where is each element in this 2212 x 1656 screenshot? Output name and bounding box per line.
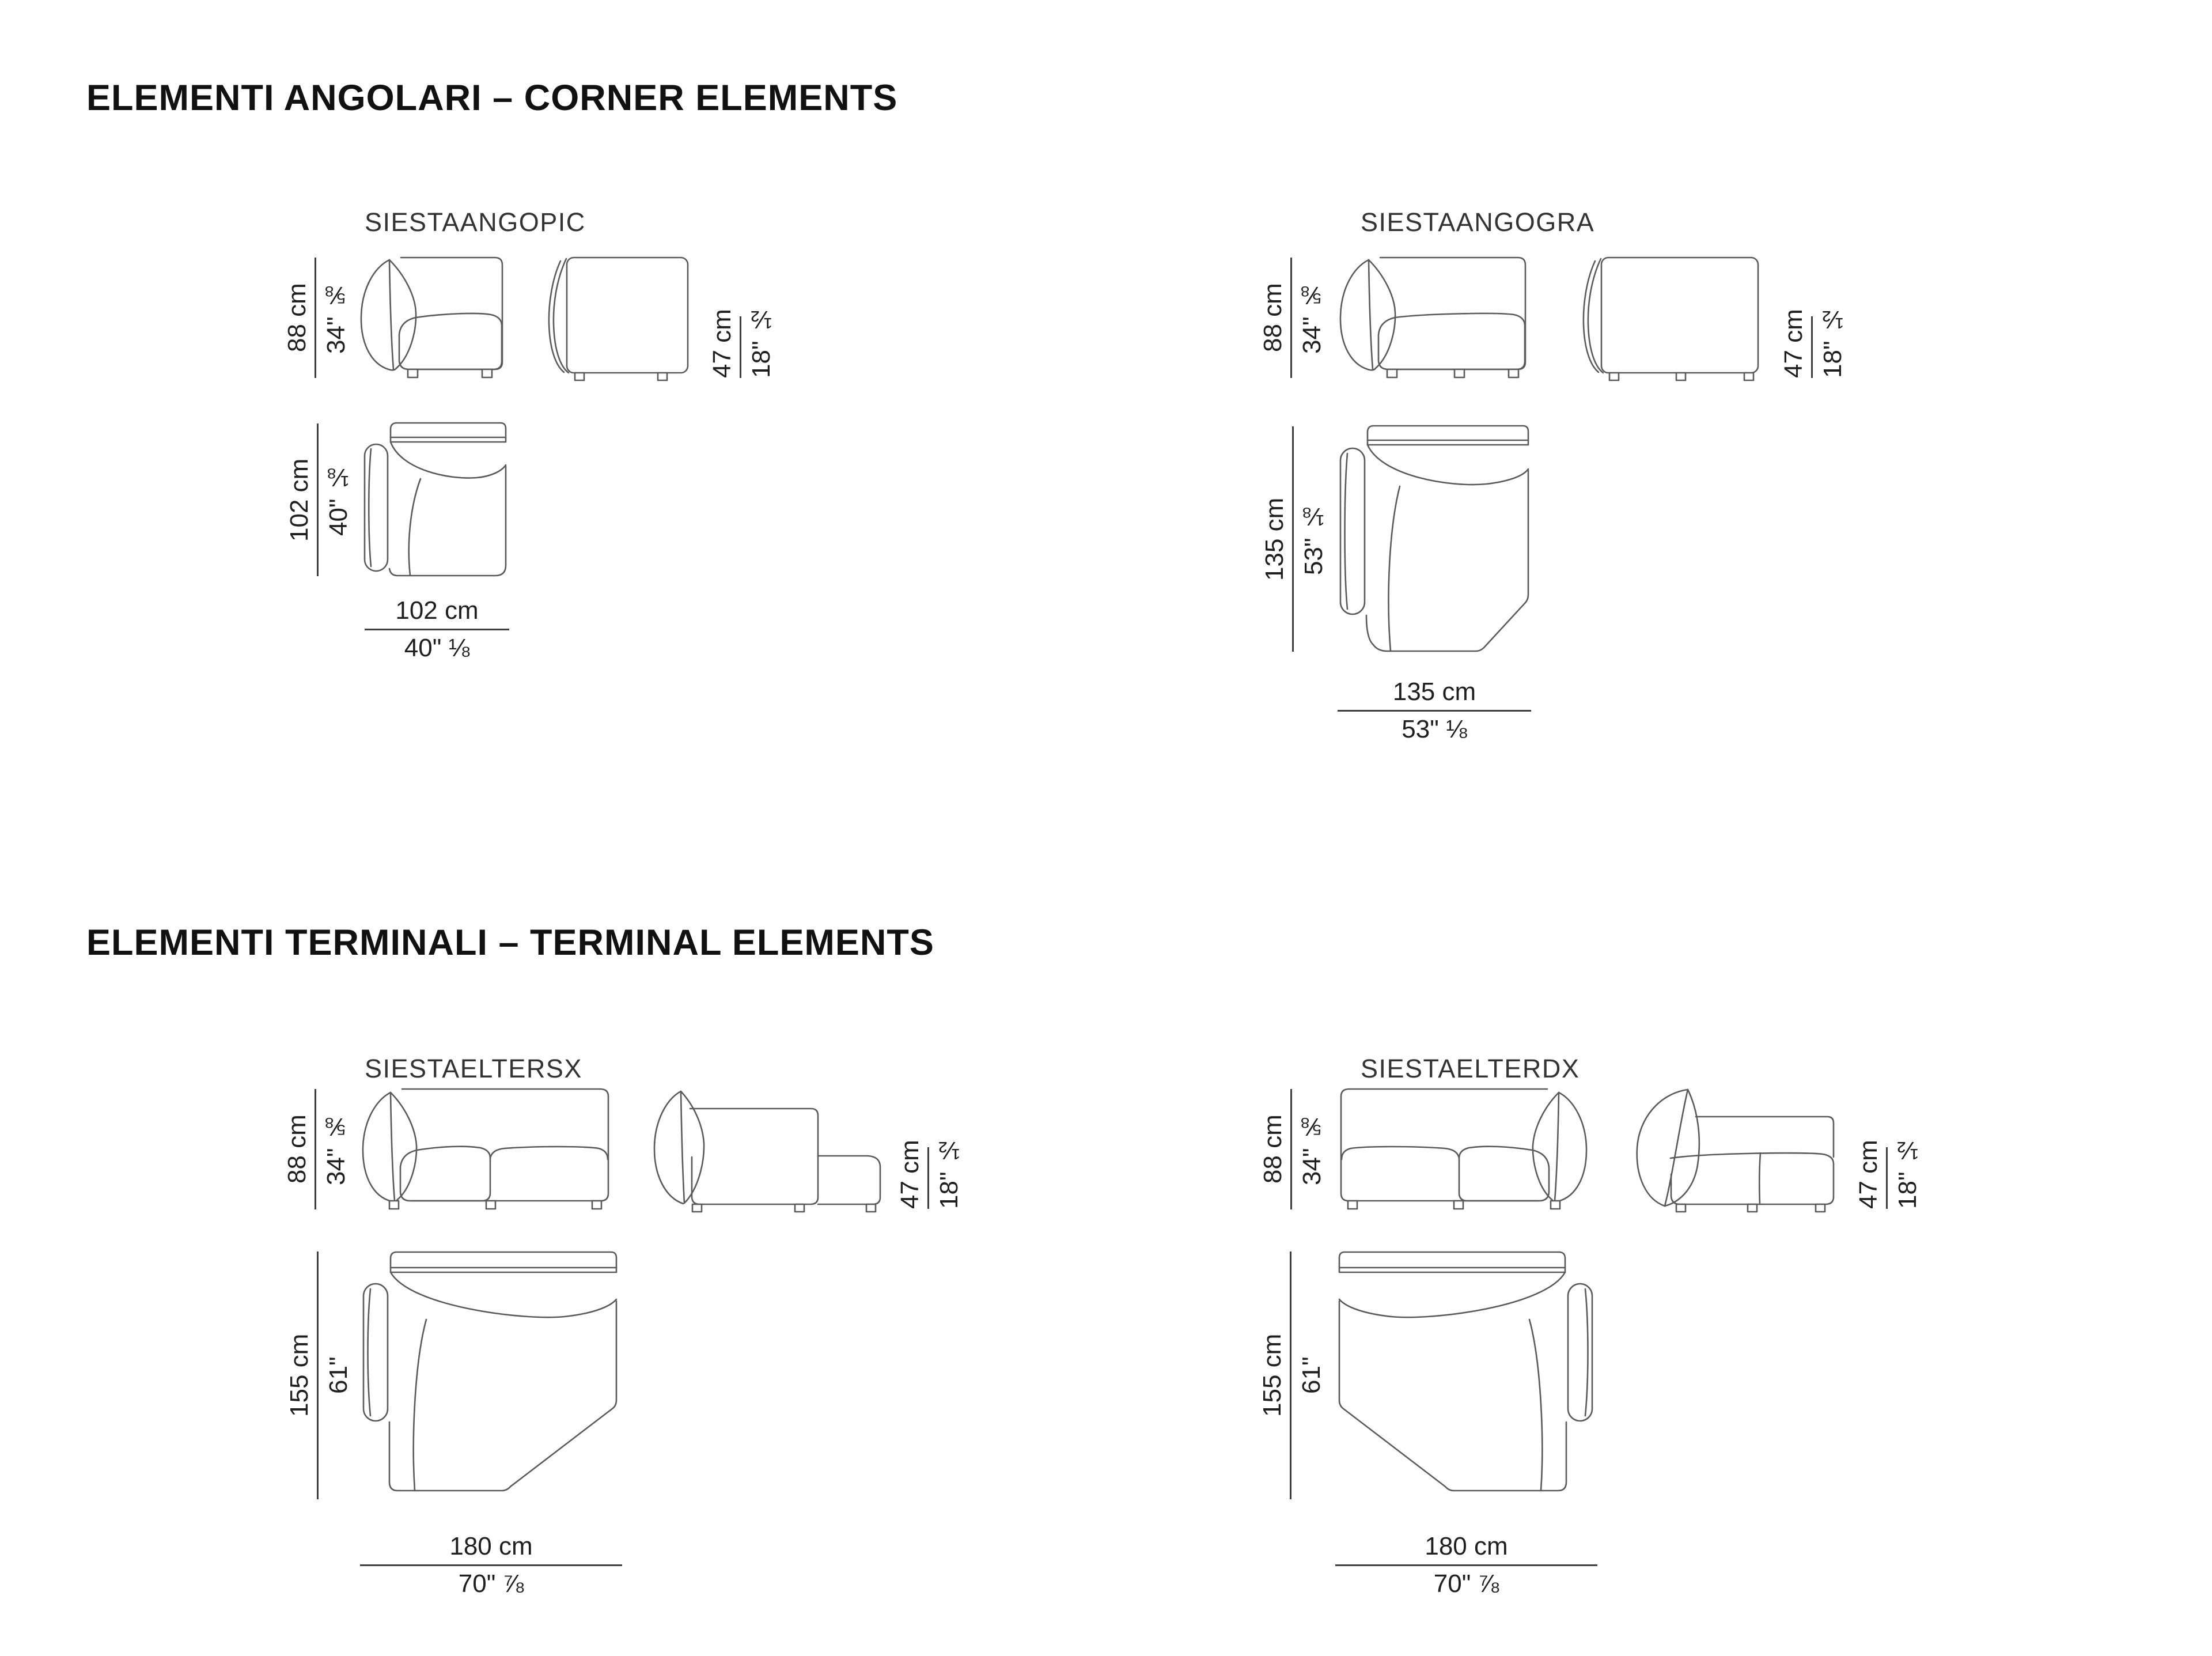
dimension-line bbox=[1290, 1252, 1291, 1499]
siestaeltersx-width-dimension bbox=[360, 1533, 622, 1597]
dimension-in-label: 70" ⅞ bbox=[458, 1570, 524, 1598]
dimension-in-label: 53" ⅛ bbox=[1402, 715, 1467, 744]
dimension-cm-label: 88 cm bbox=[1259, 283, 1287, 353]
dimension-cm-label: 135 cm bbox=[1392, 678, 1476, 706]
dimension-in-label: 18" ½ bbox=[935, 1136, 963, 1209]
dimension-in-label: 34" ⅝ bbox=[1298, 281, 1326, 354]
siestaelterdx-width-dimension bbox=[1335, 1533, 1597, 1597]
dimension-line bbox=[315, 258, 316, 378]
dimension-line bbox=[1290, 258, 1292, 378]
dimension-cm-label: 47 cm bbox=[896, 1140, 924, 1209]
dimension-cm-label: 135 cm bbox=[1260, 497, 1289, 581]
siestaeltersx-plan-view-drawing bbox=[362, 1249, 618, 1500]
dimension-cm-label: 155 cm bbox=[1258, 1333, 1286, 1417]
dimension-cm-label: 180 cm bbox=[449, 1532, 533, 1560]
dimension-cm-label: 88 cm bbox=[1259, 1114, 1287, 1184]
siestaelterdx-side-view-drawing bbox=[1631, 1088, 1879, 1213]
dimension-in-label: 34" ⅝ bbox=[1298, 1113, 1326, 1186]
dimension-cm-label: 155 cm bbox=[285, 1333, 313, 1417]
dimension-in-label: 40" ⅛ bbox=[324, 463, 353, 536]
siestaeltersx-depth-dimension bbox=[286, 1252, 355, 1499]
product-label-siestaelterdx: SIESTAELTERDX bbox=[1361, 1054, 1580, 1083]
dimension-line bbox=[1811, 316, 1813, 378]
dimension-cm-label: 47 cm bbox=[1779, 309, 1808, 378]
dimension-cm-label: 88 cm bbox=[283, 1114, 311, 1184]
dimension-line bbox=[360, 1564, 622, 1566]
dimension-cm-label: 47 cm bbox=[708, 309, 736, 378]
dimension-in-label: 18" ½ bbox=[1893, 1136, 1922, 1209]
dimension-cm-label: 180 cm bbox=[1425, 1532, 1508, 1560]
dimension-line bbox=[365, 629, 509, 630]
siestaangopic-height-dimension bbox=[283, 258, 353, 378]
siestaelterdx-front-view-drawing bbox=[1339, 1088, 1593, 1210]
siestaeltersx-height-dimension bbox=[283, 1089, 353, 1209]
siestaeltersx-side-view-drawing bbox=[650, 1088, 897, 1213]
dimension-line bbox=[317, 1252, 319, 1499]
dimension-cm-label: 102 cm bbox=[285, 458, 313, 542]
siestaangogra-plan-view-drawing bbox=[1339, 423, 1530, 655]
siestaelterdx-plan-view-drawing bbox=[1338, 1249, 1594, 1500]
dimension-line bbox=[1292, 426, 1294, 652]
dimension-in-label: 61" bbox=[1297, 1356, 1325, 1394]
dimension-in-label: 18" ½ bbox=[747, 305, 775, 378]
dimension-in-label: 34" ⅝ bbox=[322, 1113, 350, 1186]
siestaangogra-depth-dimension bbox=[1261, 426, 1331, 652]
section-title-corner-elements: ELEMENTI ANGOLARI – CORNER ELEMENTS bbox=[86, 78, 898, 118]
dimension-line bbox=[1338, 710, 1531, 712]
dimension-line bbox=[927, 1147, 929, 1209]
dimension-line bbox=[740, 316, 741, 378]
dimension-cm-label: 88 cm bbox=[283, 283, 311, 353]
dimension-line bbox=[1290, 1089, 1292, 1209]
dimension-in-label: 70" ⅞ bbox=[1433, 1570, 1499, 1598]
section-title-terminal-elements: ELEMENTI TERMINALI – TERMINAL ELEMENTS bbox=[86, 922, 934, 963]
dimension-line bbox=[315, 1089, 316, 1209]
siestaangopic-seat-height-dimension bbox=[708, 305, 778, 378]
siestaangogra-height-dimension bbox=[1259, 258, 1329, 378]
siestaangogra-seat-height-dimension bbox=[1779, 305, 1850, 378]
dimension-in-label: 34" ⅝ bbox=[322, 281, 350, 354]
dimension-line bbox=[1886, 1147, 1888, 1209]
siestaelterdx-depth-dimension bbox=[1259, 1252, 1328, 1499]
siestaangopic-depth-dimension bbox=[286, 424, 355, 576]
siestaeltersx-seat-height-dimension bbox=[896, 1136, 966, 1209]
siestaangopic-width-dimension bbox=[365, 598, 509, 661]
siestaangopic-side-view-drawing bbox=[545, 256, 689, 382]
siestaelterdx-seat-height-dimension bbox=[1854, 1136, 1925, 1209]
siestaangogra-width-dimension bbox=[1338, 679, 1531, 743]
siestaangopic-plan-view-drawing bbox=[363, 420, 508, 580]
siestaeltersx-front-view-drawing bbox=[356, 1088, 611, 1210]
product-label-siestaangopic: SIESTAANGOPIC bbox=[365, 207, 586, 237]
dimension-cm-label: 102 cm bbox=[395, 596, 479, 625]
dimension-cm-label: 47 cm bbox=[1854, 1140, 1883, 1209]
dimension-in-label: 53" ⅛ bbox=[1300, 502, 1328, 576]
siestaangogra-side-view-drawing bbox=[1580, 256, 1759, 382]
dimension-in-label: 40" ⅛ bbox=[404, 634, 470, 663]
dimension-line bbox=[1335, 1564, 1597, 1566]
product-label-siestaeltersx: SIESTAELTERSX bbox=[365, 1054, 582, 1083]
dimension-in-label: 18" ½ bbox=[1819, 305, 1847, 378]
siestaelterdx-height-dimension bbox=[1259, 1089, 1329, 1209]
product-label-siestaangogra: SIESTAANGOGRA bbox=[1361, 207, 1595, 237]
siestaangopic-front-view-drawing bbox=[356, 256, 506, 379]
dimension-line bbox=[317, 424, 319, 576]
siestaangogra-front-view-drawing bbox=[1335, 256, 1528, 379]
dimension-in-label: 61" bbox=[324, 1356, 353, 1394]
